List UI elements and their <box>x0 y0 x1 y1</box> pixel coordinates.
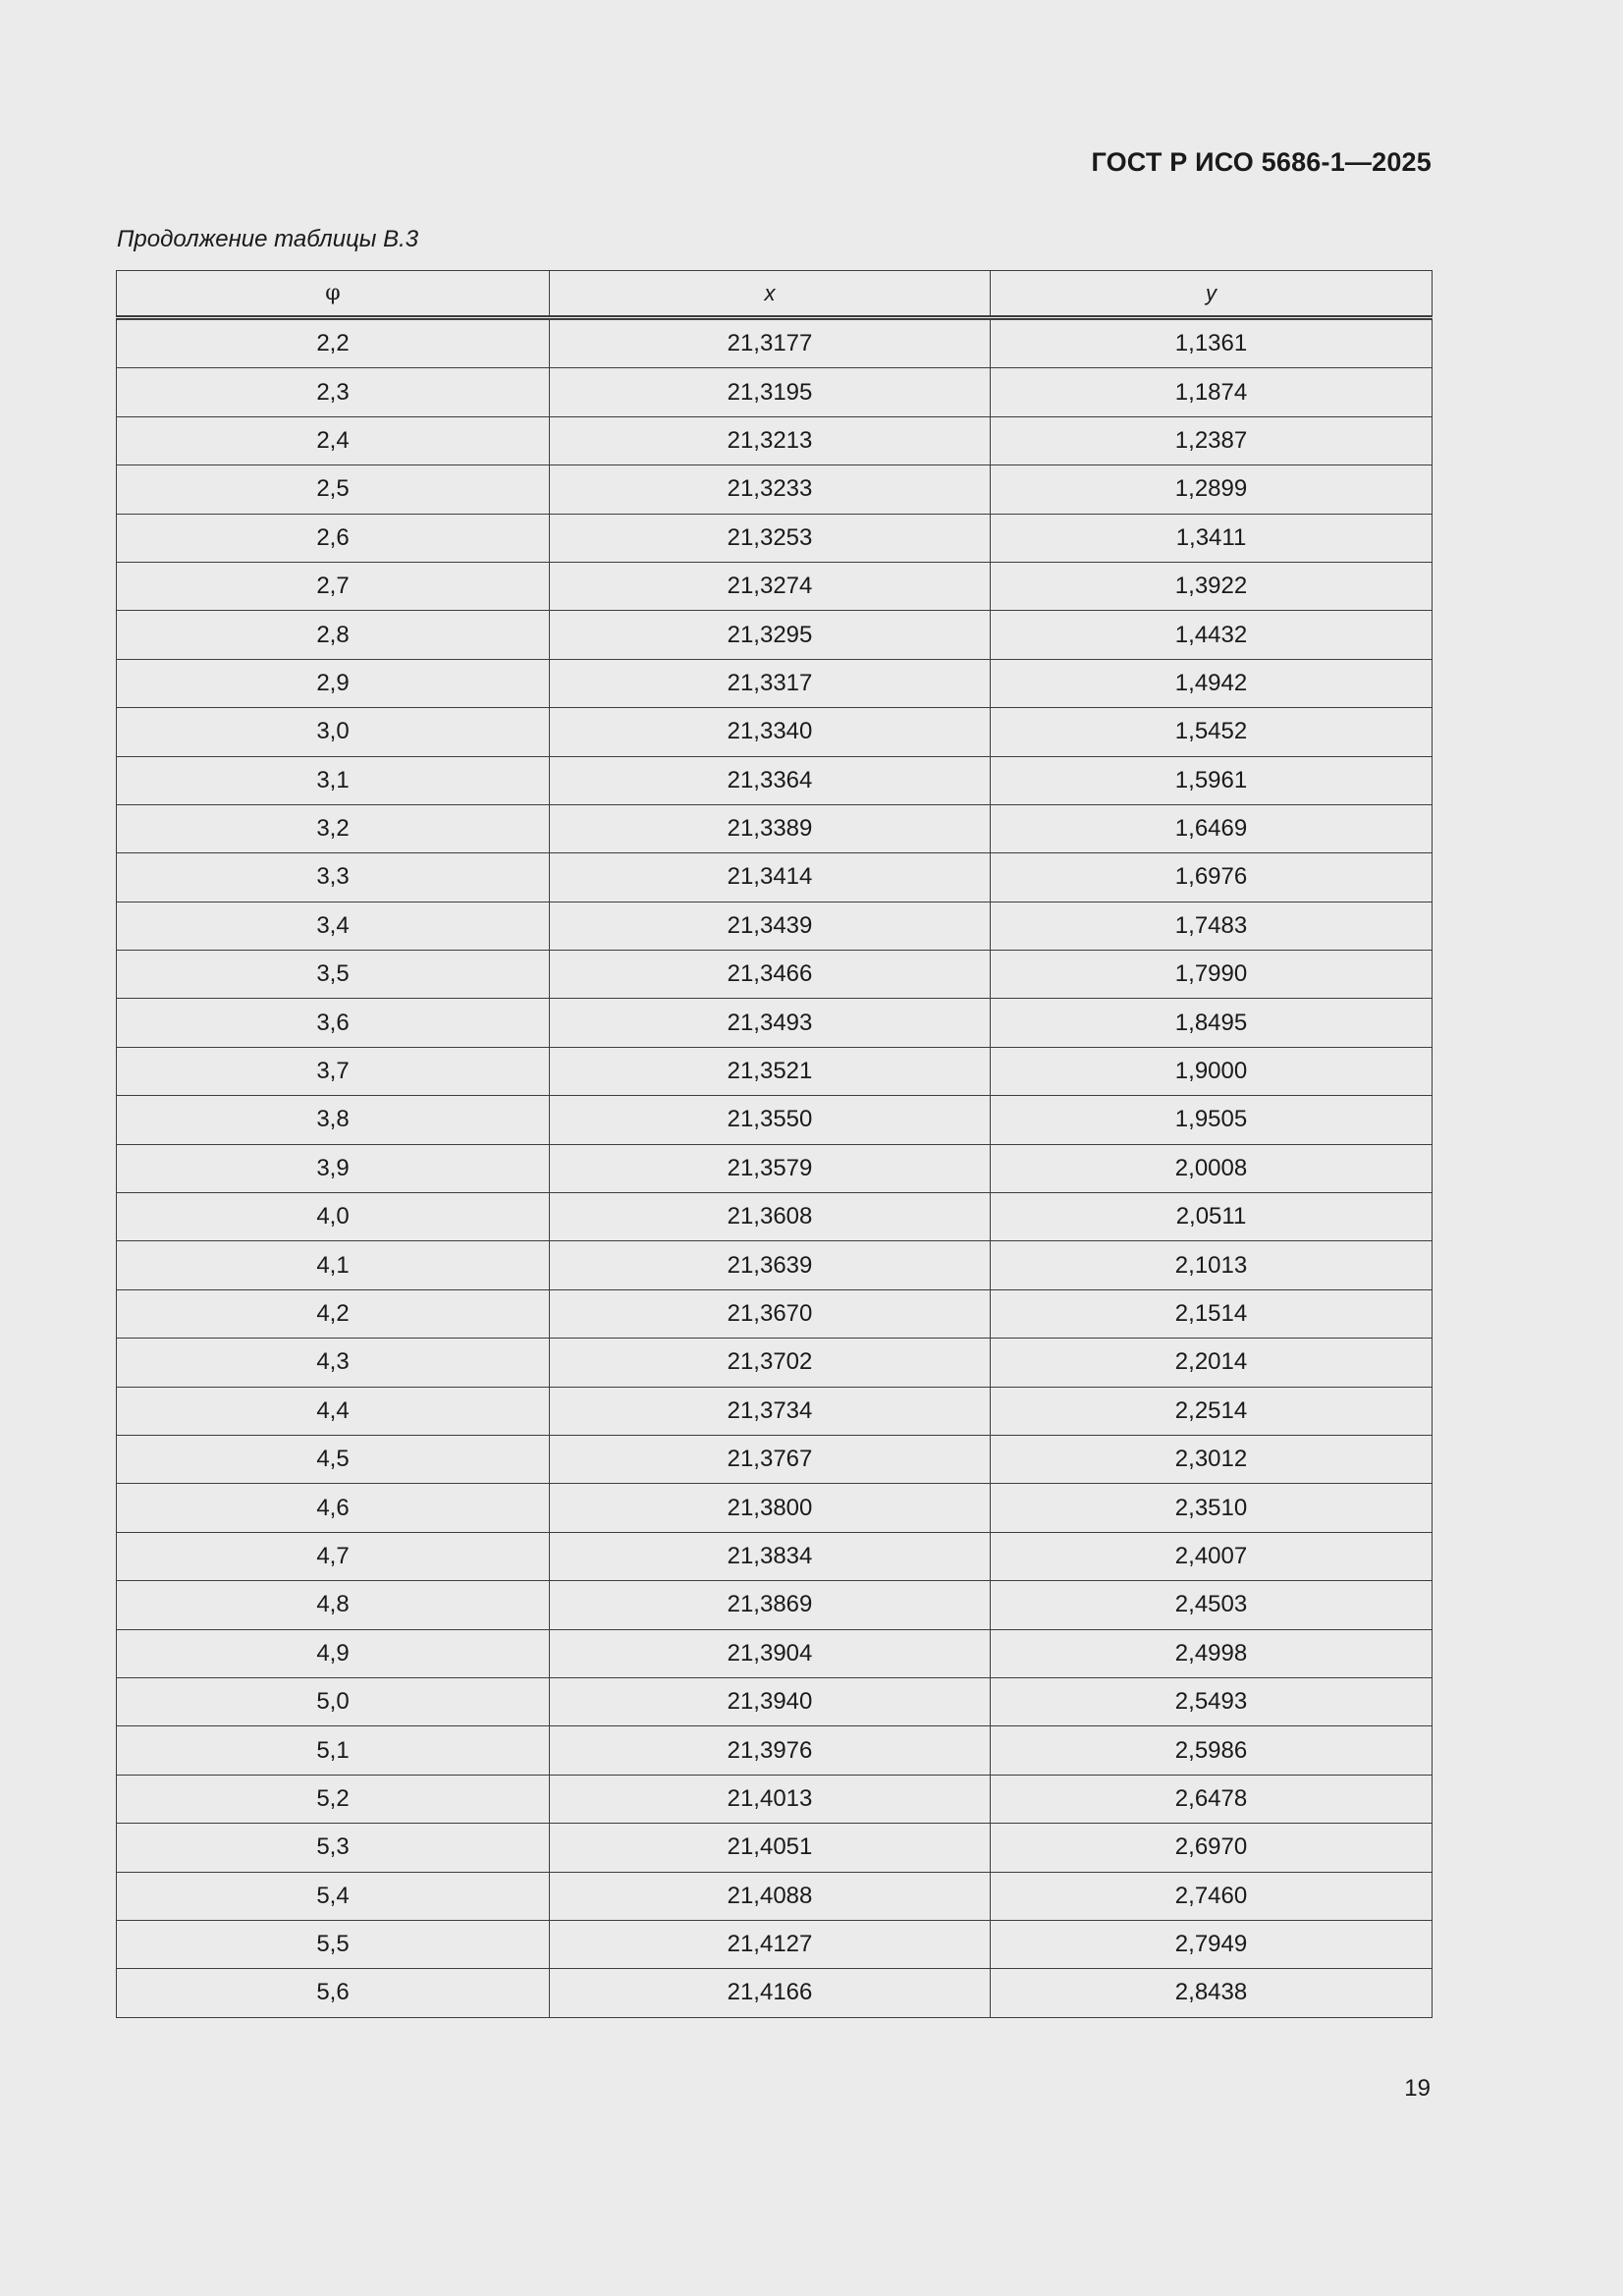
cell-x: 21,3253 <box>550 514 991 562</box>
cell-y: 2,1514 <box>991 1289 1433 1338</box>
cell-y: 2,4503 <box>991 1581 1433 1629</box>
column-header-y: y <box>991 271 1433 318</box>
cell-phi: 4,1 <box>117 1241 550 1289</box>
table-row <box>117 708 1433 756</box>
table-row <box>117 1581 1433 1629</box>
cell-x: 21,3767 <box>550 1435 991 1483</box>
cell-y: 2,1013 <box>991 1241 1433 1289</box>
cell-x: 21,4088 <box>550 1872 991 1920</box>
cell-phi: 5,0 <box>117 1677 550 1725</box>
table-row <box>117 951 1433 999</box>
cell-phi: 2,5 <box>117 465 550 514</box>
cell-phi: 3,0 <box>117 708 550 756</box>
cell-x: 21,3904 <box>550 1629 991 1677</box>
table-row <box>117 368 1433 416</box>
cell-x: 21,3521 <box>550 1047 991 1095</box>
table-row <box>117 1241 1433 1289</box>
cell-phi: 4,3 <box>117 1339 550 1387</box>
cell-x: 21,3389 <box>550 804 991 852</box>
table-header-row <box>117 271 1433 318</box>
table-row <box>117 1920 1433 1968</box>
table-row <box>117 1775 1433 1823</box>
table-body <box>117 318 1433 2018</box>
data-table <box>116 270 1433 2018</box>
cell-phi: 3,8 <box>117 1096 550 1144</box>
table-row <box>117 1096 1433 1144</box>
table-row <box>117 1289 1433 1338</box>
cell-y: 2,4998 <box>991 1629 1433 1677</box>
table-caption: Продолжение таблицы В.3 <box>117 226 419 252</box>
cell-x: 21,3869 <box>550 1581 991 1629</box>
page-number: 19 <box>1404 2075 1431 2102</box>
cell-phi: 3,5 <box>117 951 550 999</box>
cell-y: 2,4007 <box>991 1532 1433 1580</box>
cell-y: 2,5493 <box>991 1677 1433 1725</box>
cell-phi: 4,5 <box>117 1435 550 1483</box>
cell-x: 21,3177 <box>550 318 991 368</box>
cell-phi: 4,2 <box>117 1289 550 1338</box>
cell-phi: 3,2 <box>117 804 550 852</box>
table-row <box>117 853 1433 902</box>
cell-y: 2,5986 <box>991 1726 1433 1775</box>
cell-phi: 5,3 <box>117 1824 550 1872</box>
cell-y: 1,9000 <box>991 1047 1433 1095</box>
cell-x: 21,4051 <box>550 1824 991 1872</box>
cell-phi: 4,4 <box>117 1387 550 1435</box>
document-header: ГОСТ Р ИСО 5686-1—2025 <box>1091 147 1432 177</box>
cell-x: 21,3195 <box>550 368 991 416</box>
cell-x: 21,3414 <box>550 853 991 902</box>
cell-x: 21,3295 <box>550 611 991 659</box>
table-row <box>117 1435 1433 1483</box>
cell-y: 1,4942 <box>991 659 1433 707</box>
cell-y: 2,6970 <box>991 1824 1433 1872</box>
cell-x: 21,4013 <box>550 1775 991 1823</box>
cell-phi: 2,3 <box>117 368 550 416</box>
cell-x: 21,3639 <box>550 1241 991 1289</box>
cell-x: 21,3466 <box>550 951 991 999</box>
cell-x: 21,3940 <box>550 1677 991 1725</box>
table-row <box>117 1969 1433 2017</box>
cell-phi: 3,4 <box>117 902 550 950</box>
cell-phi: 2,2 <box>117 318 550 368</box>
table-row <box>117 756 1433 804</box>
cell-phi: 4,8 <box>117 1581 550 1629</box>
cell-x: 21,3834 <box>550 1532 991 1580</box>
cell-y: 1,5961 <box>991 756 1433 804</box>
table-row <box>117 1144 1433 1192</box>
cell-x: 21,3734 <box>550 1387 991 1435</box>
cell-phi: 3,1 <box>117 756 550 804</box>
cell-x: 21,3439 <box>550 902 991 950</box>
cell-x: 21,3608 <box>550 1193 991 1241</box>
cell-x: 21,3213 <box>550 416 991 465</box>
cell-phi: 5,6 <box>117 1969 550 2017</box>
table-row <box>117 1824 1433 1872</box>
cell-x: 21,3550 <box>550 1096 991 1144</box>
cell-x: 21,3702 <box>550 1339 991 1387</box>
cell-y: 1,5452 <box>991 708 1433 756</box>
table-row <box>117 514 1433 562</box>
table-row <box>117 318 1433 368</box>
cell-y: 1,6469 <box>991 804 1433 852</box>
column-header-x: x <box>550 271 991 318</box>
cell-x: 21,3976 <box>550 1726 991 1775</box>
cell-y: 2,3510 <box>991 1484 1433 1532</box>
cell-y: 2,3012 <box>991 1435 1433 1483</box>
cell-x: 21,3364 <box>550 756 991 804</box>
cell-phi: 4,0 <box>117 1193 550 1241</box>
cell-y: 2,0008 <box>991 1144 1433 1192</box>
table-row <box>117 1484 1433 1532</box>
cell-x: 21,3274 <box>550 562 991 610</box>
table-row <box>117 1872 1433 1920</box>
table-row <box>117 465 1433 514</box>
cell-phi: 3,6 <box>117 999 550 1047</box>
cell-y: 2,7460 <box>991 1872 1433 1920</box>
cell-y: 2,0511 <box>991 1193 1433 1241</box>
table-row <box>117 1339 1433 1387</box>
cell-y: 2,6478 <box>991 1775 1433 1823</box>
cell-x: 21,4166 <box>550 1969 991 2017</box>
cell-y: 2,8438 <box>991 1969 1433 2017</box>
cell-y: 1,4432 <box>991 611 1433 659</box>
cell-y: 1,7990 <box>991 951 1433 999</box>
cell-x: 21,3579 <box>550 1144 991 1192</box>
table-row <box>117 1726 1433 1775</box>
table-row <box>117 804 1433 852</box>
table-row <box>117 999 1433 1047</box>
cell-phi: 2,9 <box>117 659 550 707</box>
table-row <box>117 1047 1433 1095</box>
cell-phi: 3,9 <box>117 1144 550 1192</box>
cell-x: 21,3340 <box>550 708 991 756</box>
cell-phi: 5,1 <box>117 1726 550 1775</box>
cell-x: 21,4127 <box>550 1920 991 1968</box>
cell-y: 2,2514 <box>991 1387 1433 1435</box>
cell-phi: 3,3 <box>117 853 550 902</box>
cell-y: 1,3411 <box>991 514 1433 562</box>
cell-phi: 3,7 <box>117 1047 550 1095</box>
cell-x: 21,3493 <box>550 999 991 1047</box>
table-row <box>117 1677 1433 1725</box>
cell-y: 1,1874 <box>991 368 1433 416</box>
column-header-phi: φ <box>117 271 550 318</box>
table-row <box>117 902 1433 950</box>
cell-phi: 4,6 <box>117 1484 550 1532</box>
cell-x: 21,3317 <box>550 659 991 707</box>
table-row <box>117 1532 1433 1580</box>
cell-y: 1,1361 <box>991 318 1433 368</box>
cell-x: 21,3800 <box>550 1484 991 1532</box>
cell-y: 1,6976 <box>991 853 1433 902</box>
cell-x: 21,3670 <box>550 1289 991 1338</box>
table-row <box>117 1629 1433 1677</box>
cell-y: 1,3922 <box>991 562 1433 610</box>
cell-y: 1,8495 <box>991 999 1433 1047</box>
table-row <box>117 416 1433 465</box>
cell-phi: 4,7 <box>117 1532 550 1580</box>
cell-phi: 5,2 <box>117 1775 550 1823</box>
cell-y: 1,7483 <box>991 902 1433 950</box>
cell-y: 2,7949 <box>991 1920 1433 1968</box>
cell-y: 1,2387 <box>991 416 1433 465</box>
cell-x: 21,3233 <box>550 465 991 514</box>
cell-y: 1,9505 <box>991 1096 1433 1144</box>
table-row <box>117 611 1433 659</box>
table-row <box>117 1193 1433 1241</box>
cell-phi: 4,9 <box>117 1629 550 1677</box>
cell-phi: 2,8 <box>117 611 550 659</box>
cell-phi: 2,6 <box>117 514 550 562</box>
table-row <box>117 1387 1433 1435</box>
cell-y: 1,2899 <box>991 465 1433 514</box>
table-row <box>117 659 1433 707</box>
cell-phi: 2,7 <box>117 562 550 610</box>
table-row <box>117 562 1433 610</box>
cell-y: 2,2014 <box>991 1339 1433 1387</box>
cell-phi: 2,4 <box>117 416 550 465</box>
cell-phi: 5,4 <box>117 1872 550 1920</box>
cell-phi: 5,5 <box>117 1920 550 1968</box>
